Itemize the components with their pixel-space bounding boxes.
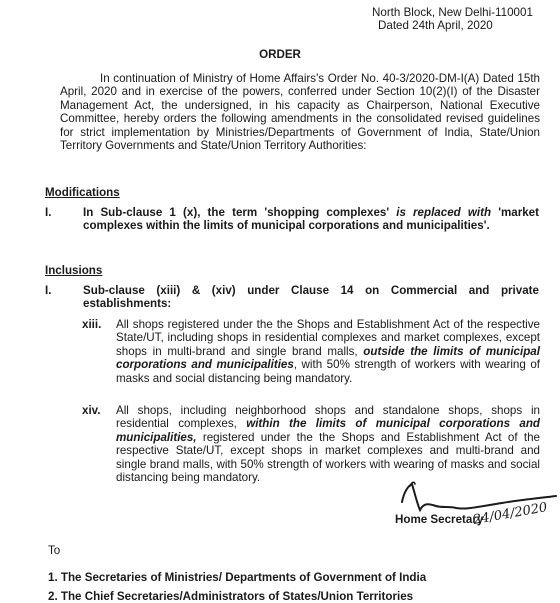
modification-text-part-b: is replaced with	[389, 206, 499, 219]
recipient-item: 1. The Secretaries of Ministries/ Departments of Government of India	[48, 571, 427, 584]
sub-item-xiii	[82, 318, 540, 385]
sub-item-text-part-b: outside the limits of municipal corporations and municipalities	[116, 344, 540, 372]
inclusion-item	[45, 284, 539, 311]
modification-item	[45, 206, 539, 233]
sub-item-text	[116, 318, 540, 385]
to-label: To	[48, 544, 61, 557]
intro-text: In continuation of Ministry of Home Affairs's Order No. 40-3/2020-DM-I(A) Dated 15th April, 2020 and in exercise of the powers, conferred under Section 10(2)(I) of the Disaster Management Act, the undersigned, in his capacity as Chairperson, National Executive Committee, hereby orders the following amendments in the consolidated revised guidelines for strict implementation by Ministries/Departments of Government of India, State/Union Territory Governments and State/Union Territory Authorities:	[60, 72, 540, 153]
intro-paragraph	[60, 72, 540, 152]
sub-item-number: xiv.	[82, 404, 101, 417]
sub-item-text-part-c: , with 50% strength of workers with wearing of masks and social distancing being mandatory.	[116, 358, 540, 385]
sub-item-text-part-a: All shops, including neighborhood shops and standalone shops, shops in residential complexes,	[116, 404, 540, 431]
date-text: Dated 24th April, 2020	[378, 19, 493, 33]
date-line	[372, 19, 552, 32]
address-line: North Block, New Delhi-110001	[372, 6, 533, 19]
modification-item-text	[83, 206, 539, 233]
order-title: ORDER	[259, 48, 301, 61]
sub-item-number: xiii.	[82, 318, 102, 331]
modification-item-number: I.	[45, 206, 52, 219]
header-address-block	[372, 6, 552, 33]
signature-date: 24/04/2020	[472, 500, 549, 528]
sub-item-text-part-a: All shops registered under the the Shops and Establishment Act of the respective State/UT, including shops in residential complexes and market complexes, except shops in multi-brand and single brand malls,	[116, 318, 540, 358]
sub-item-text-part-c: registered under the the Shops and Establishment Act of the respective State/UT, except shops in market complexes and multi-brand and single brand malls, with 50% strength of workers with wearing of masks and social distancing being mandatory.	[116, 430, 540, 485]
signatory-title: Home Secretary	[395, 513, 484, 526]
modification-text-part-a: In Sub-clause 1 (x), the term 'shopping complexes'	[83, 206, 390, 219]
modification-text-part-c: 'market complexes within the limits of municipal corporations and municipalities'.	[83, 206, 539, 233]
inclusions-heading: Inclusions	[45, 264, 103, 277]
modifications-heading: Modifications	[45, 186, 120, 199]
recipient-item: 2. The Chief Secretaries/Administrators of States/Union Territories	[48, 590, 414, 603]
inclusion-item-number: I.	[45, 284, 52, 297]
inclusion-item-text: Sub-clause (xiii) & (xiv) under Clause 14 on Commercial and private establishments:	[83, 284, 539, 311]
sub-item-text-part-b: within the limits of municipal corporations and municipalities,	[116, 417, 540, 444]
